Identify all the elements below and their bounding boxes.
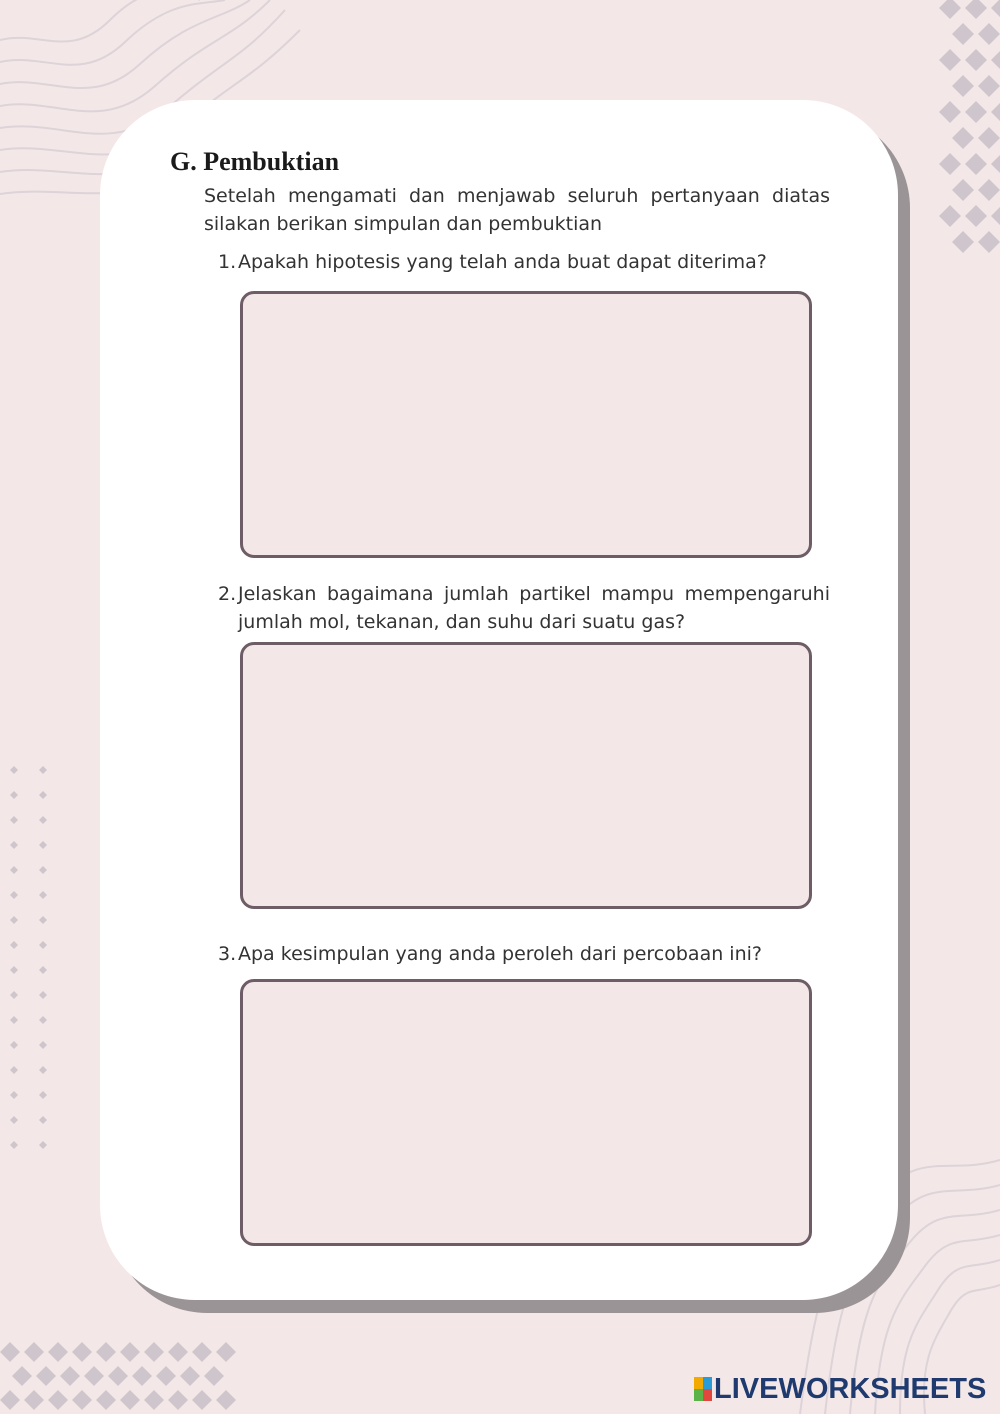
decorative-diamond	[216, 1342, 236, 1362]
decorative-diamond	[991, 101, 1000, 123]
decorative-diamond	[72, 1390, 92, 1410]
decorative-diamond	[12, 1366, 32, 1386]
decorative-diamond	[132, 1366, 152, 1386]
decorative-diamond	[108, 1366, 128, 1386]
decorative-diamond	[168, 1342, 188, 1362]
decorative-diamond	[96, 1342, 116, 1362]
decorative-diamond	[60, 1366, 80, 1386]
decorative-diamond	[10, 891, 18, 899]
decorative-diamond	[0, 1342, 20, 1362]
decorative-diamond	[991, 205, 1000, 227]
decorative-diamond	[156, 1366, 176, 1386]
question-2	[218, 580, 830, 636]
decorative-diamond	[192, 1342, 212, 1362]
decorative-diamond	[939, 153, 961, 175]
decorative-diamond	[120, 1390, 140, 1410]
decorative-diamond	[978, 179, 1000, 201]
decorative-diamond	[204, 1366, 224, 1386]
decorative-diamond	[10, 941, 18, 949]
decorative-diamond	[939, 205, 961, 227]
question-1	[218, 248, 830, 276]
decorative-diamond	[216, 1390, 236, 1410]
decorative-diamond	[39, 1091, 47, 1099]
decorative-diamond	[965, 205, 987, 227]
question-number: 3.	[218, 943, 237, 965]
decorative-diamond	[939, 101, 961, 123]
decorative-diamond	[952, 23, 974, 45]
decorative-diamond	[39, 991, 47, 999]
decorative-diamond	[10, 1091, 18, 1099]
decorative-diamond	[10, 916, 18, 924]
decorative-diamond	[10, 966, 18, 974]
decorative-diamond	[120, 1342, 140, 1362]
decorative-diamond	[168, 1390, 188, 1410]
decorative-diamond	[24, 1390, 44, 1410]
decorative-diamond	[10, 1066, 18, 1074]
decorative-diamond	[952, 179, 974, 201]
decorative-diamond	[39, 1141, 47, 1149]
decorative-diamond	[39, 841, 47, 849]
decorative-diamond	[144, 1390, 164, 1410]
decorative-diamond	[39, 966, 47, 974]
question-number: 2.	[218, 583, 237, 605]
decorative-diamond	[144, 1342, 164, 1362]
decorative-diamond	[39, 1066, 47, 1074]
decorative-diamond	[84, 1366, 104, 1386]
decorative-diamond	[978, 75, 1000, 97]
decorative-diamond	[39, 1041, 47, 1049]
decorative-diamond	[952, 75, 974, 97]
decorative-diamond	[180, 1366, 200, 1386]
liveworksheets-logo-text: LIVEWORKSHEETS	[714, 1373, 987, 1405]
answer-box-2[interactable]	[240, 642, 812, 909]
decorative-diamond	[36, 1366, 56, 1386]
diamond-pattern-top-right	[939, 0, 1000, 253]
decorative-diamond	[0, 1390, 20, 1410]
section-heading: G. Pembuktian	[170, 147, 340, 176]
section-intro: Setelah mengamati dan menjawab seluruh pertanyaan diatas silakan berikan simpulan dan pembuktian	[204, 185, 830, 235]
decorative-diamond	[39, 866, 47, 874]
decorative-diamond	[991, 49, 1000, 71]
answer-box-3[interactable]	[240, 979, 812, 1246]
decorative-diamond	[939, 0, 961, 19]
decorative-diamond	[39, 1016, 47, 1024]
decorative-diamond	[39, 916, 47, 924]
decorative-diamond	[10, 866, 18, 874]
liveworksheets-logo-icon	[694, 1377, 712, 1401]
decorative-diamond	[10, 766, 18, 774]
decorative-diamond	[48, 1390, 68, 1410]
decorative-diamond	[991, 0, 1000, 19]
dot-pattern-left	[10, 766, 47, 1149]
decorative-diamond	[39, 816, 47, 824]
decorative-diamond	[10, 1016, 18, 1024]
answer-box-1[interactable]	[240, 291, 812, 558]
decorative-diamond	[39, 791, 47, 799]
decorative-diamond	[10, 1116, 18, 1124]
question-number: 1.	[218, 251, 237, 273]
question-text: Apakah hipotesis yang telah anda buat dapat diterima?	[238, 251, 767, 273]
decorative-diamond	[10, 1041, 18, 1049]
decorative-diamond	[952, 231, 974, 253]
decorative-diamond	[72, 1342, 92, 1362]
decorative-diamond	[991, 153, 1000, 175]
decorative-diamond	[10, 991, 18, 999]
question-text: Jelaskan bagaimana jumlah partikel mampu mempengaruhi jumlah mol, tekanan, dan suhu dari suatu gas?	[238, 583, 830, 633]
decorative-diamond	[965, 153, 987, 175]
decorative-diamond	[48, 1342, 68, 1362]
decorative-diamond	[939, 49, 961, 71]
decorative-diamond	[39, 766, 47, 774]
decorative-diamond	[965, 0, 987, 19]
decorative-diamond	[10, 791, 18, 799]
decorative-diamond	[952, 127, 974, 149]
decorative-diamond	[39, 941, 47, 949]
decorative-diamond	[10, 816, 18, 824]
decorative-diamond	[192, 1390, 212, 1410]
decorative-diamond	[965, 101, 987, 123]
decorative-diamond	[39, 1116, 47, 1124]
decorative-diamond	[96, 1390, 116, 1410]
question-3	[218, 940, 830, 968]
decorative-diamond	[24, 1342, 44, 1362]
decorative-diamond	[10, 841, 18, 849]
decorative-diamond	[978, 23, 1000, 45]
liveworksheets-logo[interactable]	[694, 1372, 986, 1406]
decorative-diamond	[10, 1141, 18, 1149]
question-text: Apa kesimpulan yang anda peroleh dari percobaan ini?	[238, 943, 762, 965]
decorative-diamond	[978, 231, 1000, 253]
decorative-diamond	[39, 891, 47, 899]
decorative-diamond	[978, 127, 1000, 149]
diamond-pattern-bottom-left	[0, 1342, 236, 1410]
decorative-diamond	[965, 49, 987, 71]
